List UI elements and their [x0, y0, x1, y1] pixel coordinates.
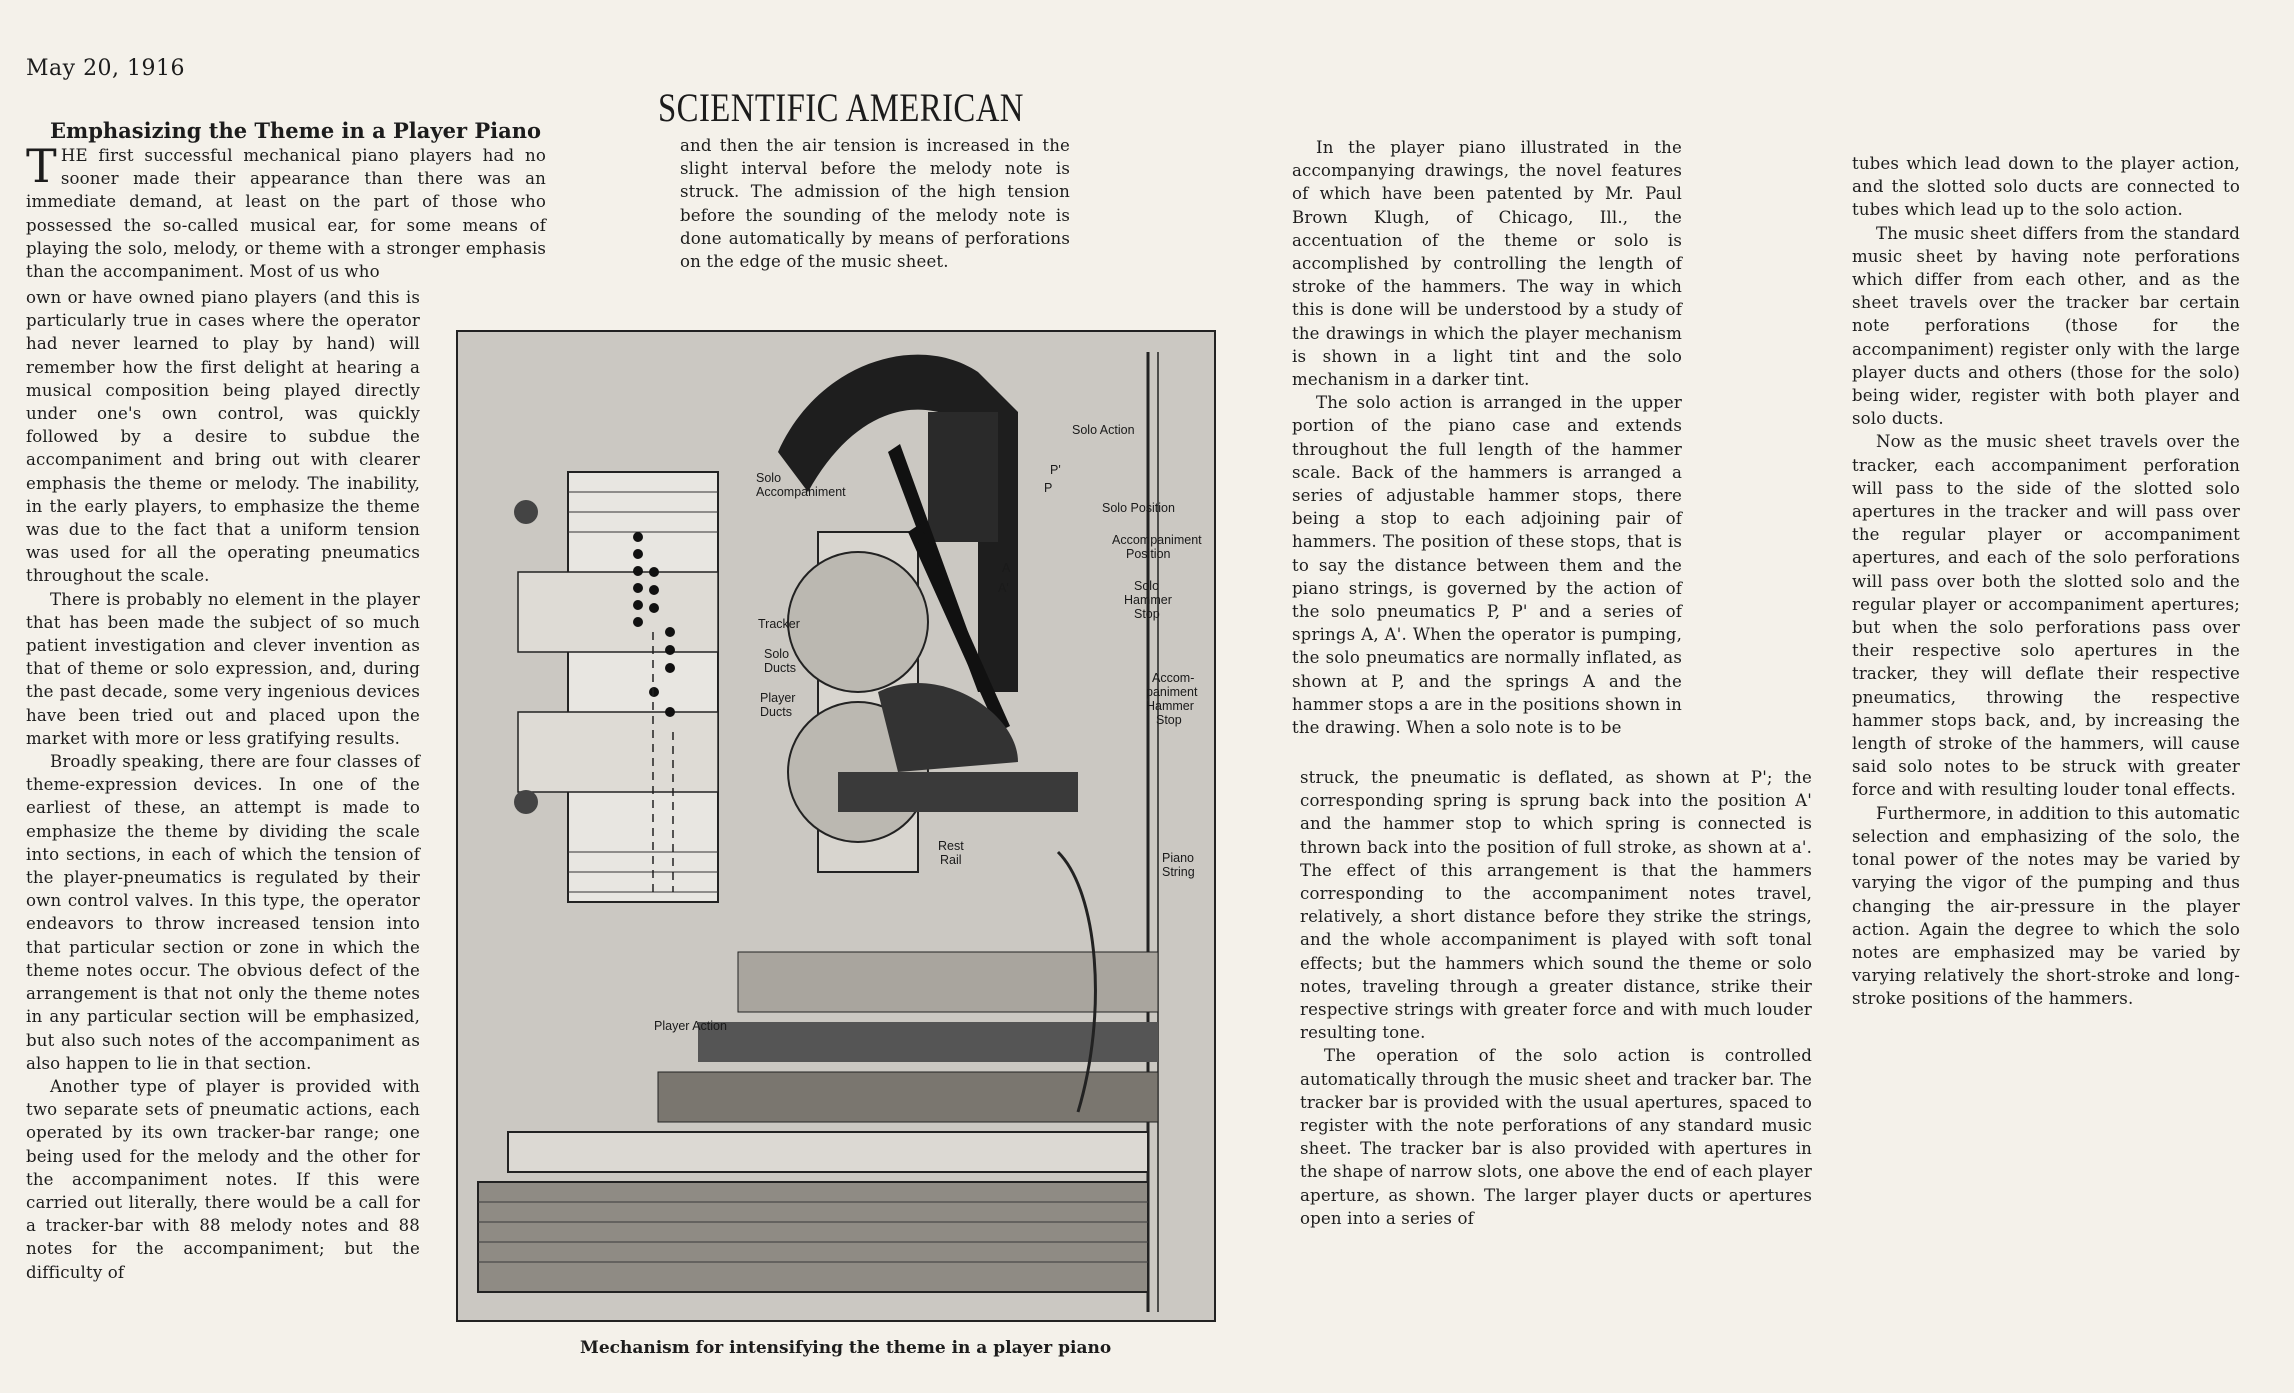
label-accomp-hammer-stop: Accom- [1152, 671, 1195, 685]
mechanism-illustration [456, 330, 1216, 1322]
label-piano-string: Piano [1162, 851, 1194, 865]
paragraph: tubes which lead down to the player action, and the slotted solo ducts are connected to tubes which lead up to the solo action. [1852, 154, 2240, 220]
column-3-continued [1300, 766, 1812, 1230]
label-accompaniment-position: Accompaniment [1112, 533, 1202, 547]
label-accomp-hammer-stop-2: paniment [1146, 685, 1198, 699]
label-solo-action: Solo Action [1072, 423, 1135, 437]
label-p: P [1044, 481, 1053, 495]
label-piano-string-2: String [1162, 865, 1195, 879]
column-2 [680, 134, 1070, 273]
label-solo-hammer-stop-3: Stop [1134, 607, 1160, 621]
paragraph: The solo action is arranged in the upper portion of the piano case and extends throughout the full length of the hammer scale. Back of the hammers is arranged a series of adjustable hammer stops, there being a stop to each adjoining pair of hammers. The position of these stops, that is to say the distance between them and the piano strings, is governed by the action of the solo pneumatics P, P' and a series of springs A, A'. When the operator is pumping, the solo pneumatics are normally inflated, as shown at P, and the springs A and the hammer stops a are in the positions shown in the drawing. When a solo note is to be [1292, 393, 1682, 738]
masthead: SCIENTIFIC AMERICAN [658, 85, 1024, 130]
label-player-action: Player Action [654, 1019, 727, 1033]
paragraph: In the player piano illustrated in the accompanying drawings, the novel features of which have been patented by Mr. Paul Brown Klugh, of Chicago, Ill., the accentuation of the theme or solo is accomplished by controlling the length of stroke of the hammers. The way in which this is done will be understood by a study of the drawings in which the player mechanism is shown in a light tint and the solo mechanism in a darker tint. [1292, 138, 1682, 390]
paragraph: struck, the pneumatic is deflated, as shown at P'; the corresponding spring is sprung back into the position A' and the hammer stop to which spring is connected is thrown back into the position of full stroke, as shown at a'. The effect of this arrangement is that the hammers corresponding to the accompaniment notes travel, relatively, a short distance before they strike the strings, and the whole accompaniment is played with soft tonal effects; but the hammers which sound the theme or solo notes, traveling through a greater distance, strike their respective strings with greater force and with much louder resulting tone. [1300, 768, 1812, 1043]
label-solo-hammer-stop: Solo [1134, 579, 1160, 593]
paragraph: own or have owned piano players (and this is particularly true in cases where the operator had never learned to play by hand) will remember how the first delight at hearing a musical composition being played directly under one's own control, was quickly followed by a desire to subdue the accompaniment and bring out with clearer emphasis the theme or melody. The inability, in the early players, to emphasize the theme was due to the fact that a uniform tension was used for all the operating pneumatics throughout the scale. [26, 288, 420, 586]
label-accomp-hammer-stop-4: Stop [1156, 713, 1182, 727]
label-rest-rail: Rest [938, 839, 964, 853]
label-a-prime: A' [998, 581, 1009, 595]
paragraph: There is probably no element in the player that has been made the subject of so much patient investigation and clever invention as that of theme or solo expression, and, during the past decade, some very ingenious devices have been tried out and placed upon the market with more or less gratifying results. [26, 589, 420, 748]
label-player-ducts-2: Ducts [760, 705, 792, 719]
label-solo-ducts-2: Ducts [764, 661, 796, 675]
paragraph: Furthermore, in addition to this automatic selection and emphasizing of the solo, the tonal power of the notes may be varied by varying the vigor of the pumping and thus changing the air-pressure in the player action. Again the degree to which the solo notes are emphasized may be varied by varying relatively the short-stroke and long-stroke positions of the hammers. [1852, 803, 2240, 1009]
paragraph: The music sheet differs from the standard music sheet by having note perforations which differ from each other, and as the sheet travels over the tracker bar certain note perforations (those for the accompaniment) register only with the large player ducts and others (those for the solo) being wider, register with both player and solo ducts. [1852, 223, 2240, 429]
column-1-top [26, 139, 546, 283]
label-accompaniment-position-2: Position [1126, 547, 1171, 561]
paragraph-text: HE first successful mechanical piano players had no sooner made their appearance than there was an immediate demand, at least on the part of those who possessed the so-called musical ear, for some means of playing the solo, melody, or theme with a stronger emphasis than the accompaniment. Most of us who [26, 146, 546, 282]
column-4 [1852, 152, 2240, 1011]
paragraph: Another type of player is provided with two separate sets of pneumatic actions, each operated by its own tracker-bar range; one being used for the melody and the other for the accompaniment notes. If this were carried out literally, there would be a call for a tracker-bar with 88 melody notes and 88 notes for the accompaniment; but the difficulty of [26, 1076, 420, 1282]
label-rest-rail-2: Rail [940, 853, 962, 867]
label-solo-position: Solo Position [1102, 501, 1175, 515]
label-p-prime: P' [1050, 463, 1061, 477]
piano-mechanism-drawing [458, 332, 1214, 1320]
paragraph: and then the air tension is increased in the slight interval before the melody note is struck. The admission of the high tension before the sounding of the melody note is done automatically by means of perforations on the edge of the music sheet. [680, 136, 1070, 272]
paragraph: Broadly speaking, there are four classes of theme-expression devices. In one of the earliest of these, an attempt is made to emphasize the theme by dividing the scale into sections, in each of which the tension of the player-pneumatics is regulated by their own control valves. In this type, the operator endeavors to throw increased tension into that particular section or zone in which the theme notes occur. The obvious defect of the arrangement is that not only the theme notes in any particular section will be emphasized, but also such notes of the accompaniment as also happen to lie in that section. [26, 752, 420, 1073]
label-solo-hammer-stop-2: Hammer [1124, 593, 1172, 607]
paragraph: The operation of the solo action is controlled automatically through the music sheet and tracker bar. The tracker bar is provided with the usual apertures, spaced to register with the note perforations of any standard music sheet. The tracker bar is also provided with apertures in the shape of narrow slots, one above the end of each player aperture, as shown. The larger player ducts or apertures open into a series of [1300, 1046, 1812, 1228]
label-player-ducts: Player [760, 691, 796, 705]
column-3 [1292, 136, 1682, 739]
drop-cap: T [26, 139, 57, 193]
page-date: May 20, 1916 [26, 56, 186, 81]
label-solo: Solo [756, 471, 782, 485]
label-tracker: Tracker [758, 617, 800, 631]
label-a: A [1002, 561, 1011, 575]
label-solo-ducts: Solo [764, 647, 790, 661]
paragraph: Now as the music sheet travels over the tracker, each accompaniment perforation will pass to the side of the slotted solo apertures in the tracker and will pass over the regular player or accompaniment apertures, and each of the solo perforations will pass over both the slotted solo and the regular player or accompaniment apertures; but when the solo perforations pass over their respective solo apertures in the tracker, they will deflate their respective pneumatics, throwing the respective hammer stops back, and, by increasing the length of stroke of the hammers, will cause said solo notes to be struck with greater force and with resulting louder tonal effects. [1852, 432, 2240, 800]
paragraph [26, 139, 546, 283]
label-accompaniment: Accompaniment [756, 485, 846, 499]
label-accomp-hammer-stop-3: Hammer [1146, 699, 1194, 713]
figure-caption: Mechanism for intensifying the theme in a player piano [580, 1338, 1112, 1358]
column-1 [26, 286, 420, 1284]
article-title: Emphasizing the Theme in a Player Piano [50, 118, 541, 143]
